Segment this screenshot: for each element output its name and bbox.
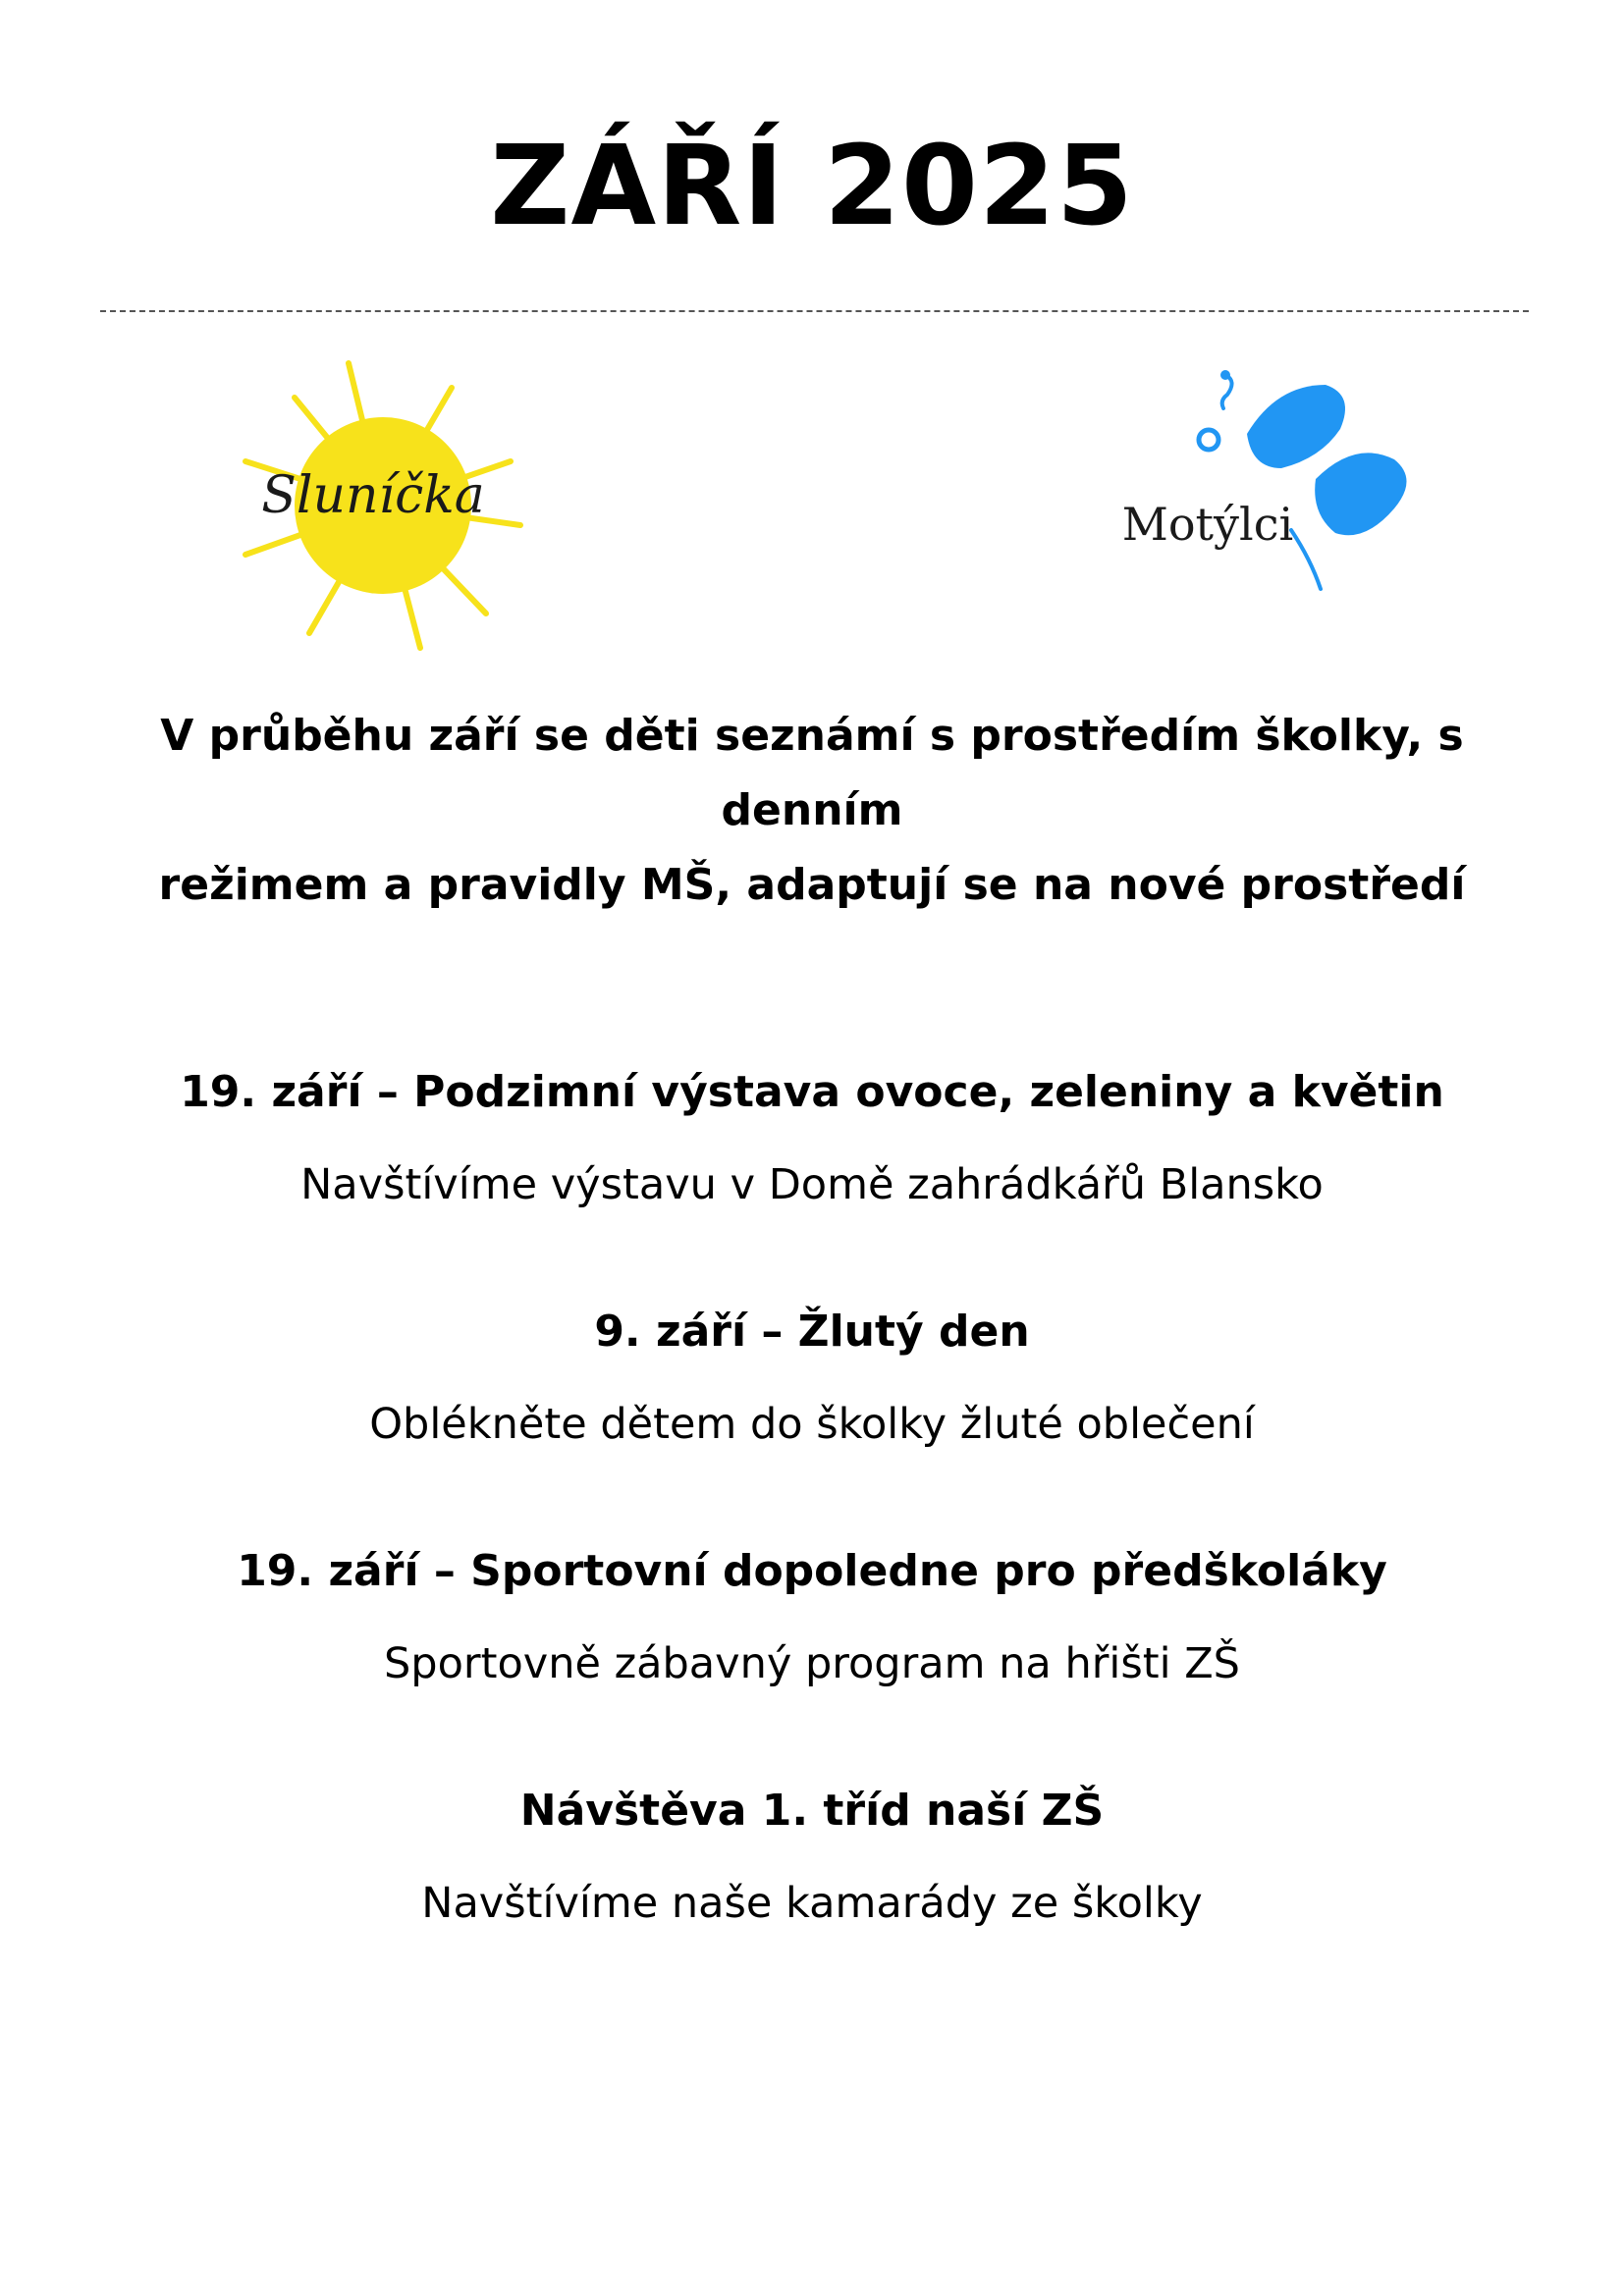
- event-title: 9. září – Žlutý den: [594, 1307, 1030, 1357]
- event-description: Oblékněte dětem do školky žluté oblečení: [369, 1400, 1255, 1449]
- event-item: [0, 1298, 1624, 1537]
- event-title: 19. září – Podzimní výstava ovoce, zeleniny a květin: [180, 1067, 1444, 1117]
- intro-line-2: režimem a pravidly MŠ, adaptují se na nové prostředí: [158, 860, 1466, 910]
- event-description: Sportovně zábavný program na hřišti ZŠ: [384, 1639, 1240, 1688]
- events-list: [0, 1058, 1624, 2016]
- event-title: Návštěva 1. tříd naší ZŠ: [519, 1786, 1105, 1836]
- event-item: [0, 1537, 1624, 1777]
- page-title: ZÁŘÍ 2025: [490, 123, 1134, 250]
- slunicka-logo: [226, 353, 540, 658]
- intro-line-1: V průběhu září se děti seznámí s prostředím školky, s denním: [160, 711, 1464, 835]
- dashed-divider: [100, 310, 1529, 312]
- motylci-logo-text: Motýlci: [1121, 498, 1294, 551]
- event-title: 19. září – Sportovní dopoledne pro předškoláky: [237, 1546, 1387, 1596]
- butterfly-icon: [1199, 370, 1407, 589]
- slunicka-logo-text: Sluníčka: [261, 466, 485, 525]
- event-item: [0, 1058, 1624, 1298]
- event-description: Navštívíme naše kamarády ze školky: [421, 1879, 1203, 1928]
- event-description: Navštívíme výstavu v Domě zahrádkářů Blansko: [300, 1160, 1324, 1209]
- motylci-logo: [1110, 363, 1434, 599]
- event-item: [0, 1777, 1624, 2016]
- intro-paragraph: [79, 699, 1545, 923]
